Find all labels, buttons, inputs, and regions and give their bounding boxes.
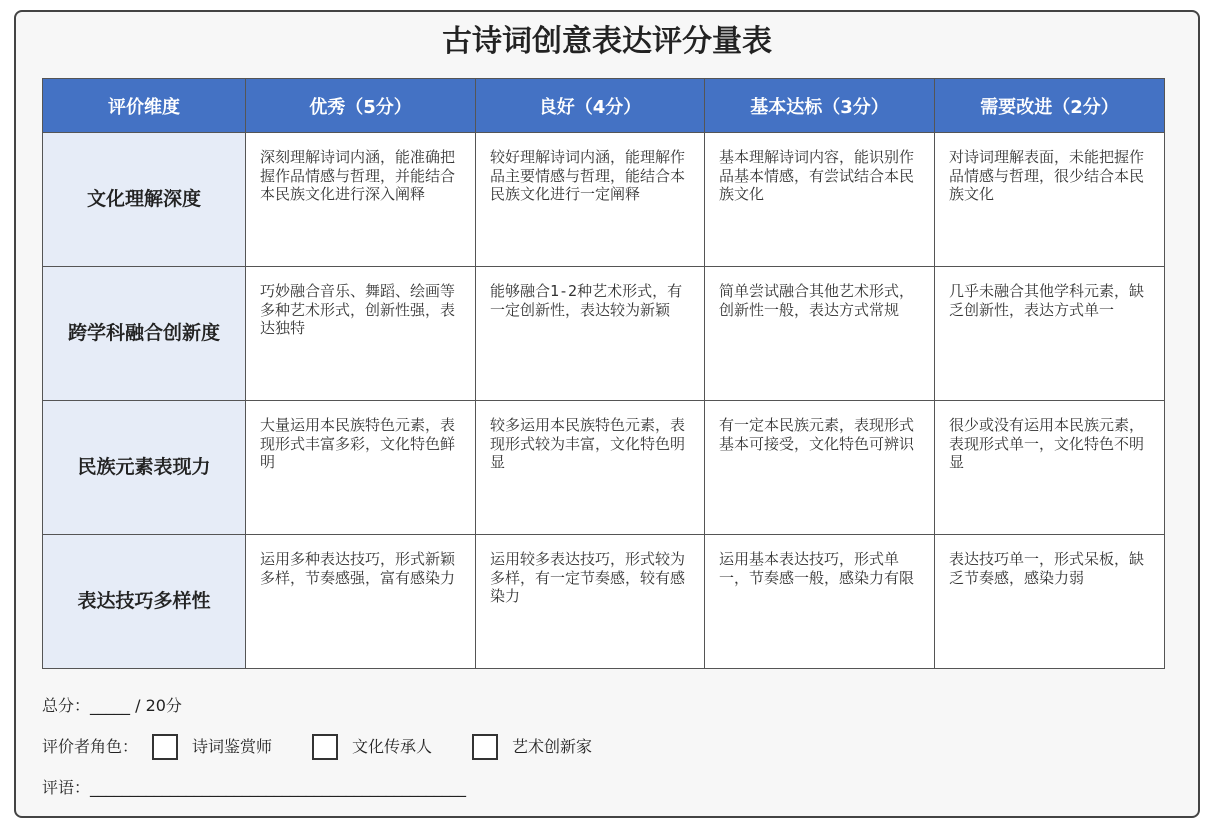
header-needs-improvement: 需要改进（2分） [935,79,1165,133]
criteria-cell: 基本理解诗词内容，能识别作品基本情感，有尝试结合本民族文化 [705,133,935,267]
total-score-line: 总分：_____ / 20分 [42,696,182,715]
header-row [43,79,1165,133]
criteria-cell: 运用基本表达技巧，形式单一，节奏感一般，感染力有限 [705,535,935,669]
table-row [43,133,1165,267]
header-good: 良好（4分） [476,79,705,133]
comment-line: 评语：_______________________________________________ [42,778,467,797]
dimension-label: 民族元素表现力 [43,401,246,535]
criteria-cell: 巧妙融合音乐、舞蹈、绘画等多种艺术形式，创新性强，表达独特 [246,267,476,401]
role-label-art-innovator: 艺术创新家 [512,737,593,756]
role-label-poetry-appreciator: 诗词鉴赏师 [192,737,273,756]
dimension-label: 跨学科融合创新度 [43,267,246,401]
table-row [43,267,1165,401]
criteria-cell: 深刻理解诗词内涵，能准确把握作品情感与哲理，并能结合本民族文化进行深入阐释 [246,133,476,267]
role-checkbox-culture-inheritor[interactable] [312,734,338,760]
criteria-cell: 大量运用本民族特色元素，表现形式丰富多彩，文化特色鲜明 [246,401,476,535]
criteria-cell: 较好理解诗词内涵，能理解作品主要情感与哲理，能结合本民族文化进行一定阐释 [476,133,705,267]
criteria-cell: 简单尝试融合其他艺术形式，创新性一般，表达方式常规 [705,267,935,401]
role-checkbox-art-innovator[interactable] [472,734,498,760]
header-dimension: 评价维度 [43,79,246,133]
page-title: 古诗词创意表达评分量表 [442,24,772,59]
criteria-cell: 较多运用本民族特色元素，表现形式较为丰富，文化特色明显 [476,401,705,535]
criteria-cell: 运用较多表达技巧，形式较为多样，有一定节奏感，较有感染力 [476,535,705,669]
dimension-label: 文化理解深度 [43,133,246,267]
rubric-table [42,78,1165,669]
criteria-cell: 能够融合1-2种艺术形式，有一定创新性，表达较为新颖 [476,267,705,401]
header-excellent: 优秀（5分） [246,79,476,133]
roles-label: 评价者角色： [42,737,139,756]
criteria-cell: 对诗词理解表面，未能把握作品情感与哲理，很少结合本民族文化 [935,133,1165,267]
criteria-cell: 几乎未融合其他学科元素，缺乏创新性，表达方式单一 [935,267,1165,401]
table-row [43,401,1165,535]
rubric-sheet [14,10,1200,818]
dimension-label: 表达技巧多样性 [43,535,246,669]
criteria-cell: 运用多种表达技巧，形式新颖多样，节奏感强，富有感染力 [246,535,476,669]
criteria-cell: 有一定本民族元素，表现形式基本可接受，文化特色可辨识 [705,401,935,535]
role-checkbox-poetry-appreciator[interactable] [152,734,178,760]
criteria-cell: 很少或没有运用本民族元素，表现形式单一，文化特色不明显 [935,401,1165,535]
table-row [43,535,1165,669]
role-label-culture-inheritor: 文化传承人 [352,737,433,756]
header-basic: 基本达标（3分） [705,79,935,133]
criteria-cell: 表达技巧单一，形式呆板，缺乏节奏感，感染力弱 [935,535,1165,669]
evaluator-role-row [42,734,612,760]
